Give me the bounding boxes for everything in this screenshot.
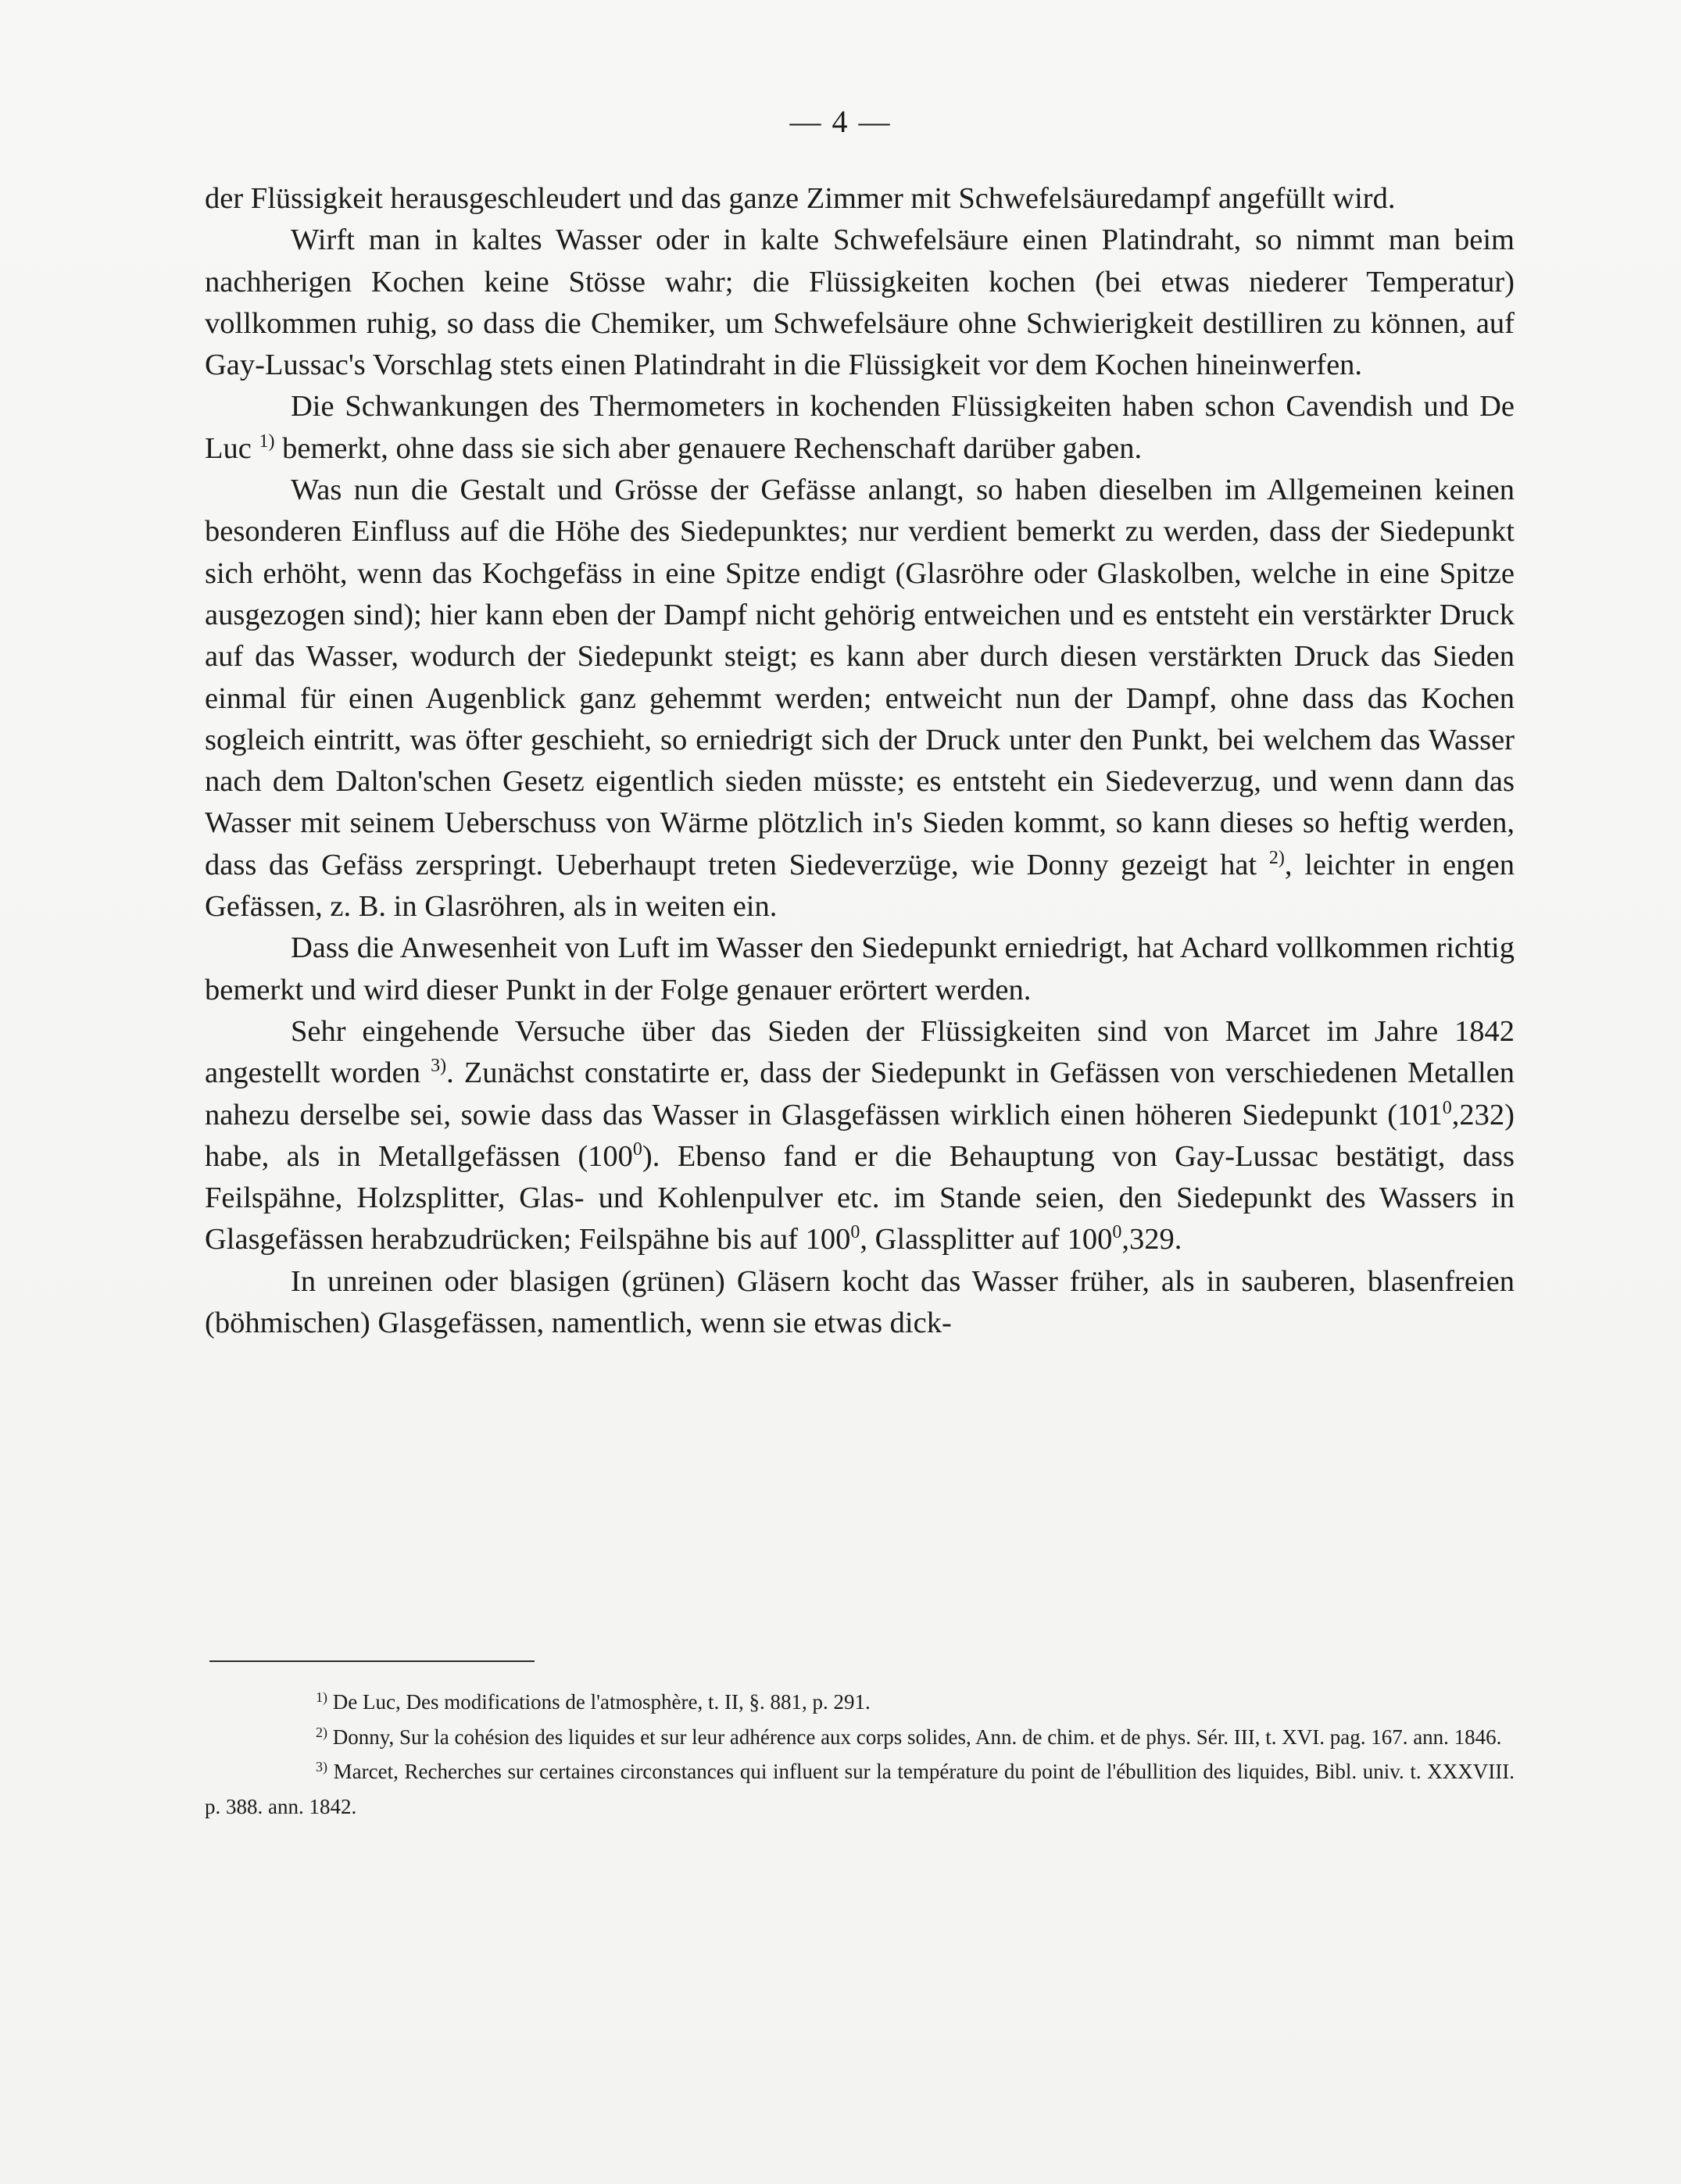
degree-mark: 0 (1442, 1097, 1452, 1118)
paragraph-6-text-e: , Glassplitter auf 100 (860, 1223, 1113, 1256)
footnote-ref-3: 3) (431, 1056, 447, 1077)
paragraph-7: In unreinen oder blasigen (grünen) Gläsern kocht das Wasser früher, als in sauberen, blasenfreien (böhmischen) Glasgefässen, namentlich, wenn sie etwas dick- (205, 1264, 1515, 1340)
footnote-ref-2: 2) (1268, 847, 1285, 868)
footnotes (205, 1685, 1515, 1824)
paragraph-1: der Flüssigkeit herausgeschleudert und das ganze Zimmer mit Schwefelsäuredampf angefüllt wird. (205, 182, 1396, 215)
degree-mark: 0 (850, 1222, 860, 1243)
paragraph-2: Wirft man in kaltes Wasser oder in kalte Schwefelsäure einen Platindraht, so nimmt man beim nachherigen Kochen keine Stösse wahr; die Flüssigkeiten kochen (bei etwas niederer Temperatur) vollkommen ruhig, so dass die Chemiker, um Schwefelsäure ohne Schwierigkeit destilliren zu können, auf Gay-Lussac's Vorschlag stets einen Platindraht in die Flüssigkeit vor dem Kochen hineinwerfen. (205, 223, 1515, 382)
paragraph-4-text-b: , leichter in engen Gefässen, z. B. in Glasröhren, als in weiten ein. (205, 848, 1515, 924)
paragraph-3 (205, 386, 1515, 470)
paragraph-6-text-a: Sehr eingehende Versuche über das Sieden der Flüssigkeiten sind von Marcet im Jahre 1842 angestellt worden (205, 1014, 1515, 1090)
paragraph-6 (205, 1011, 1515, 1261)
footnote-2 (205, 1720, 1515, 1755)
page-number: — 4 — (789, 104, 892, 139)
paragraph-6-text-c: ,232) habe, als in Metallgefässen (100 (205, 1098, 1515, 1173)
footnote-mark-3: 3) (316, 1759, 327, 1775)
footnote-text-3: Marcet, Recherches sur certaines circonstances qui influent sur la température du point de l'ébullition des liquides, Bibl. univ. t. XXXVIII. p. 388. ann. 1842. (205, 1760, 1515, 1818)
footnote-3 (205, 1754, 1515, 1824)
paragraph-6-text-d: ). Ebenso fand er die Behauptung von Gay-Lussac bestätigt, dass Feilspähne, Holzsplitter, Glas- und Kohlenpulver etc. im Stande seien, den Siedepunkt des Wassers in Glasgefässen herabzudrücken; Feilspähne bis auf 100 (205, 1139, 1515, 1256)
paragraph-4 (205, 470, 1515, 928)
footnote-mark-1: 1) (316, 1689, 327, 1705)
footnote-text-1: De Luc, Des modifications de l'atmosphère, t. II, §. 881, p. 291. (327, 1690, 871, 1714)
footnote-1 (205, 1685, 1515, 1720)
footnote-text-2: Donny, Sur la cohésion des liquides et sur leur adhérence aux corps solides, Ann. de chim. et de phys. Sér. III, t. XVI. pag. 167. ann. 1846. (327, 1725, 1502, 1749)
footnote-mark-2: 2) (316, 1724, 327, 1740)
degree-mark: 0 (1112, 1222, 1122, 1243)
footnote-separator (209, 1660, 535, 1662)
paragraph-6-text-b: . Zunächst constatirte er, dass der Siedepunkt in Gefässen von verschiedenen Metallen nahezu derselbe sei, sowie dass das Wasser in Glasgefässen wirklich einen höheren Siedepunkt (101 (205, 1056, 1515, 1131)
footnote-ref-1: 1) (259, 431, 275, 452)
degree-mark: 0 (632, 1138, 642, 1160)
paragraph-5: Dass die Anwesenheit von Luft im Wasser den Siedepunkt erniedrigt, hat Achard vollkommen richtig bemerkt und wird dieser Punkt in der Folge genauer erörtert werden. (205, 931, 1515, 1006)
paragraph-4-text-a: Was nun die Gestalt und Grösse der Gefässe anlangt, so haben dieselben im Allgemeinen keinen besonderen Einfluss auf die Höhe des Siedepunktes; nur verdient bemerkt zu werden, dass der Siedepunkt sich erhöht, wenn das Kochgefäss in eine Spitze endigt (Glasröhre oder Glaskolben, welche in eine Spitze ausgezogen sind); hier kann eben der Dampf nicht gehörig entweichen und es entsteht ein verstärkter Druck auf das Wasser, wodurch der Siedepunkt steigt; es kann aber durch diesen verstärkten Druck das Sieden einmal für einen Augenblick ganz gehemmt werden; entweicht nun der Dampf, ohne dass das Kochen sogleich eintritt, was öfter geschieht, so erniedrigt sich der Druck unter den Punkt, bei welchem das Wasser nach dem Dalton'schen Gesetz eigentlich sieden müsste; es entsteht ein Siedeverzug, und wenn dann das Wasser mit seinem Ueberschuss von Wärme plötzlich in's Sieden kommt, so kann dieses so heftig werden, dass das Gefäss zerspringt. Ueberhaupt treten Siedeverzüge, wie Donny gezeigt hat (205, 474, 1515, 881)
paragraph-3-text-b: bemerkt, ohne dass sie sich aber genauere Rechenschaft darüber gaben. (274, 431, 1143, 465)
paragraph-6-text-f: ,329. (1121, 1223, 1182, 1256)
paragraph-3-text-a: Die Schwankungen des Thermometers in kochenden Flüssigkeiten haben schon Cavendish und De Luc (205, 390, 1515, 465)
body-text (205, 178, 1515, 1344)
